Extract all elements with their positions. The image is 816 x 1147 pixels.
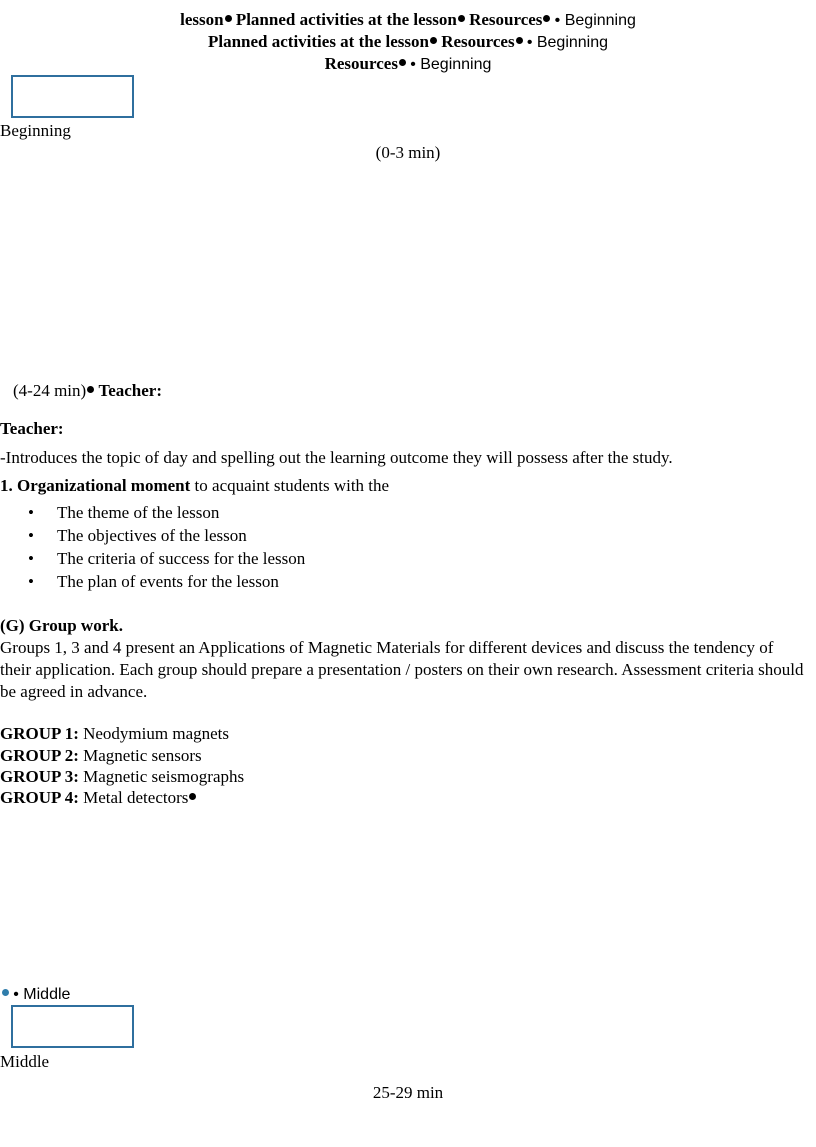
list-item: • The plan of events for the lesson — [0, 570, 305, 593]
group-topic: Neodymium magnets — [78, 724, 230, 743]
middle-marker-text: • Middle — [13, 986, 71, 1003]
header-beginning: • Beginning — [526, 34, 609, 51]
bullet-dot — [399, 59, 406, 66]
header-resources: Resources — [436, 32, 515, 51]
bullet-dot — [189, 793, 196, 800]
org-moment — [0, 476, 389, 496]
header-planned: Planned activities at the lesson — [231, 10, 457, 29]
bullet-dot — [430, 37, 437, 44]
group-row — [0, 788, 196, 808]
group-row — [0, 724, 229, 744]
middle-label: Middle — [0, 1052, 50, 1071]
group-label: GROUP 4: — [0, 788, 79, 807]
header-line-1 — [0, 10, 816, 30]
header-line-2 — [0, 32, 816, 52]
middle-marker — [1, 984, 70, 1004]
list-item: • The objectives of the lesson — [0, 524, 305, 547]
group-label: GROUP 1: — [0, 724, 79, 743]
section-time: (4-24 min) — [13, 381, 87, 400]
header-lesson: lesson — [180, 10, 224, 29]
intro-text: -Introduces the topic of day and spelling out the learning outcome they will possess after the study. — [0, 448, 673, 467]
group-topic: Metal detectors — [78, 788, 189, 807]
teacher-heading: Teacher: — [0, 419, 64, 438]
list-item: • The criteria of success for the lesson — [0, 547, 305, 570]
objectives-list — [0, 501, 305, 593]
marker-dot — [2, 989, 9, 996]
beginning-label: Beginning — [0, 121, 71, 140]
header-beginning: • Beginning — [554, 12, 636, 29]
group-work-heading: (G) Group work. — [0, 616, 123, 635]
middle-time: 25-29 min — [372, 1083, 444, 1102]
group-row — [0, 767, 244, 787]
group-topic: Magnetic sensors — [78, 746, 202, 765]
beginning-box — [11, 75, 134, 118]
group-work-text: Groups 1, 3 and 4 present an Applications of Magnetic Materials for different devices and discuss the tendency of their application. Each group should prepare a presentation / posters on their own research. Assessment criteria should be agreed in advance. — [0, 638, 804, 701]
header-planned: Planned activities at the lesson — [207, 32, 429, 51]
group-row — [0, 746, 202, 766]
header-line-3 — [0, 54, 816, 74]
list-item: • The theme of the lesson — [0, 501, 305, 524]
teacher-inline: Teacher: — [98, 381, 163, 400]
header-beginning: • Beginning — [410, 56, 492, 73]
group-topic: Magnetic seismographs — [78, 767, 245, 786]
bullet-dot — [225, 15, 232, 22]
group-label: GROUP 2: — [0, 746, 79, 765]
bullet-dot — [516, 37, 523, 44]
group-label: GROUP 3: — [0, 767, 79, 786]
header-resources: Resources — [464, 10, 543, 29]
section-time-row — [13, 381, 162, 401]
org-moment-title: 1. Organizational moment — [0, 476, 191, 495]
middle-box — [11, 1005, 134, 1048]
org-moment-text: to acquaint students with the — [190, 476, 390, 495]
beginning-time: (0-3 min) — [375, 143, 441, 162]
bullet-dot — [458, 15, 465, 22]
header-resources: Resources — [324, 54, 398, 73]
bullet-dot — [87, 386, 94, 393]
bullet-dot — [543, 15, 550, 22]
